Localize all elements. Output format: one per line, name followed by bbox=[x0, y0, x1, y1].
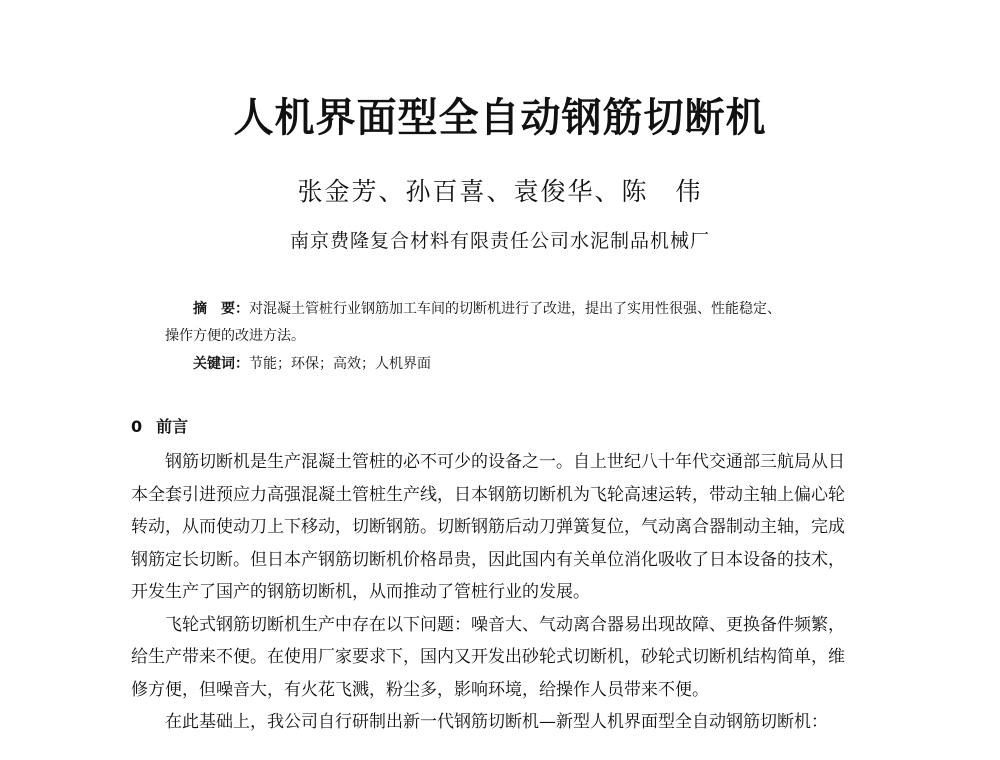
body-line: 给生产带来不便。在使用厂家要求下，国内又开发出砂轮式切断机，砂轮式切断机结构简单，维 bbox=[131, 647, 845, 667]
body-line: 在此基础上，我公司自行研制出新一代钢筋切断机—新型人机界面型全自动钢筋切断机： bbox=[165, 712, 828, 732]
body-line: 钢筋切断机是生产混凝土管桩的必不可少的设备之一。自上世纪八十年代交通部三航局从日 bbox=[165, 452, 845, 472]
section-title: 前言 bbox=[156, 417, 189, 436]
affiliation: 南京费隆复合材料有限责任公司水泥制品机械厂 bbox=[289, 230, 710, 252]
body-line: 修方便，但噪音大，有火花飞溅，粉尘多，影响环境，给操作人员带来不便。 bbox=[131, 679, 709, 700]
body-line: 转动，从而使动刀上下移动，切断钢筋。切断钢筋后动刀弹簧复位，气动离合器制动主轴，完成 bbox=[131, 517, 845, 537]
keywords-text: 节能；环保；高效；人机界面 bbox=[249, 356, 431, 372]
body-text bbox=[131, 446, 871, 739]
abstract-text-1: 对混凝土管桩行业钢筋加工车间的切断机进行了改进，提出了实用性很强、性能稳定、 bbox=[249, 301, 781, 317]
abstract bbox=[165, 296, 865, 350]
section-number: 0 bbox=[131, 417, 143, 436]
keywords-label: 关键词： bbox=[193, 356, 249, 372]
abstract-label: 摘 要： bbox=[193, 301, 249, 317]
abstract-line-1 bbox=[165, 296, 865, 323]
body-line: 飞轮式钢筋切断机生产中存在以下问题：噪音大、气动离合器易出现故障、更换备件频繁， bbox=[165, 614, 845, 635]
keywords bbox=[193, 353, 431, 373]
abstract-text-2: 操作方便的改进方法。 bbox=[165, 328, 305, 344]
body-line: 开发生产了国产的钢筋切断机，从而推动了管桩行业的发展。 bbox=[131, 582, 590, 602]
author-list: 张金芳、孙百喜、袁俊华、陈 伟 bbox=[297, 177, 703, 206]
body-line: 钢筋定长切断。但日本产钢筋切断机价格昂贵，因此国内有关单位消化吸收了日本设备的技术， bbox=[131, 549, 845, 570]
section-heading bbox=[131, 414, 188, 437]
paper-title: 人机界面型全自动钢筋切断机 bbox=[233, 95, 767, 141]
body-line: 本全套引进预应力高强混凝土管桩生产线，日本钢筋切断机为飞轮高速运转，带动主轴上偏心轮 bbox=[131, 484, 845, 505]
